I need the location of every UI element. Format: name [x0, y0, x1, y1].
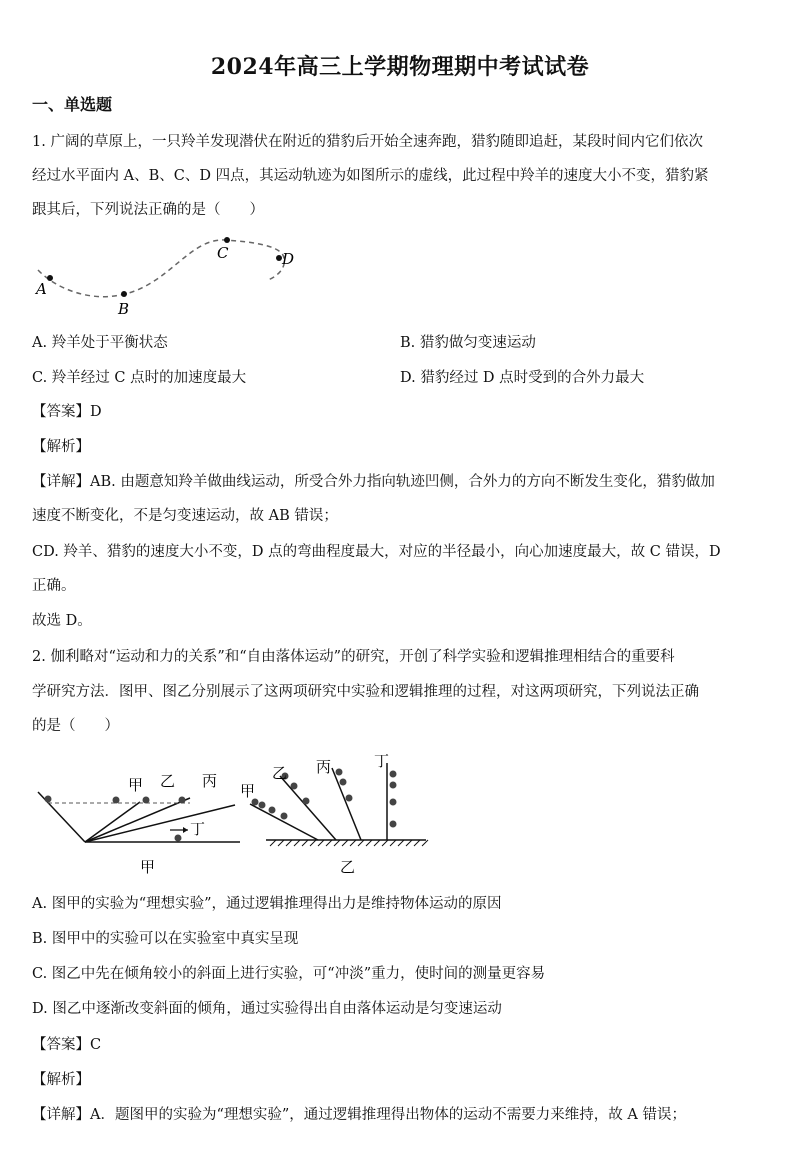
q2-figure-yi [236, 748, 436, 880]
q2-option-b: B. 图甲中的实验可以在实验室中真实呈现 [32, 931, 299, 947]
q2-answer: 【答案】C [32, 1037, 102, 1053]
yi-ball [291, 783, 298, 790]
q1-option-c: C. 羚羊经过 C 点时的加速度最大 [32, 370, 247, 386]
jia-ball-3 [179, 797, 186, 804]
yi-ball [390, 821, 397, 828]
jia-ball-1 [113, 797, 120, 804]
q1-point-b [121, 291, 127, 297]
yi-label-bing: 丙 [316, 758, 332, 776]
q1-analysis-label: 【解析】 [32, 439, 90, 455]
jia-label-yi: 乙 [160, 772, 176, 790]
yi-incline-1 [250, 804, 318, 840]
q1-answer: 【答案】D [32, 404, 102, 420]
q2-figure-jia [30, 760, 245, 880]
jia-arrowhead-icon [183, 827, 188, 833]
yi-ball [390, 771, 397, 778]
jia-caption: 甲 [140, 858, 156, 876]
q1-point-a [47, 275, 53, 281]
q1-option-d: D. 猎豹经过 D 点时受到的合外力最大 [400, 370, 645, 386]
page-title: 2024年高三上学期物理期中考试试卷 [210, 54, 590, 80]
q1-option-b: B. 猎豹做匀变速运动 [400, 335, 536, 351]
yi-ball [390, 782, 397, 789]
q1-stem-line2: 经过水平面内 A、B、C、D 四点，其运动轨迹为如图所示的虚线，此过程中羚羊的速度大小不变，猎豹紧 [32, 168, 709, 184]
q1-label-b: B [118, 300, 130, 318]
q2-stem-line1: 2. 伽利略对“运动和力的关系”和“自由落体运动”的研究，开创了科学实验和逻辑推理相结合的重要科 [32, 649, 675, 665]
q2-detail-line1: 【详解】A．题图甲的实验为“理想实验”，通过逻辑推理得出物体的运动不需要力来维持，故 A 错误； [32, 1107, 686, 1123]
yi-incline-3 [332, 768, 361, 840]
yi-incline-2 [280, 776, 336, 840]
yi-ball [303, 798, 310, 805]
q1-detail-line1: 【详解】AB. 由题意知羚羊做曲线运动，所受合外力指向轨迹凹侧，合外力的方向不断发生变化，猎豹做加 [32, 474, 715, 490]
q1-point-c [224, 237, 230, 243]
q1-detail-line2: 速度不断变化，不是匀变速运动，故 AB 错误； [32, 508, 338, 524]
q1-label-d: D [282, 250, 295, 268]
jia-label-ding: 丁 [190, 820, 206, 838]
yi-caption: 乙 [340, 858, 356, 876]
yi-ground-hatching [270, 840, 428, 846]
q1-detail-line4: 正确。 [32, 578, 76, 594]
jia-ball-2 [143, 797, 150, 804]
q2-option-c: C. 图乙中先在倾角较小的斜面上进行实验，可“冲淡”重力，使时间的测量更容易 [32, 966, 546, 982]
q1-conclusion: 故选 D。 [32, 613, 92, 629]
yi-label-jia: 甲 [240, 782, 256, 800]
yi-ball [390, 799, 397, 806]
q2-analysis-label: 【解析】 [32, 1072, 90, 1088]
q2-stem-line2: 学研究方法．图甲、图乙分别展示了这两项研究中实验和逻辑推理的过程，对这两项研究，下列说法正确 [32, 684, 699, 700]
jia-ball-start [45, 796, 52, 803]
q1-trajectory-figure [30, 228, 300, 318]
yi-label-ding: 丁 [374, 752, 390, 770]
yi-ball [269, 807, 276, 814]
q1-label-a: A [36, 280, 47, 298]
q1-label-c: C [217, 244, 229, 262]
q1-dashed-trajectory [38, 240, 284, 297]
yi-ball [346, 795, 353, 802]
q2-option-a: A. 图甲的实验为“理想实验”，通过逻辑推理得出力是维持物体运动的原因 [32, 896, 502, 912]
yi-ball [336, 769, 343, 776]
section-heading: 一、单选题 [32, 95, 113, 114]
q2-option-d: D. 图乙中逐渐改变斜面的倾角，通过实验得出自由落体运动是匀变速运动 [32, 1001, 502, 1017]
q1-option-a: A. 羚羊处于平衡状态 [32, 335, 168, 351]
yi-ball [340, 779, 347, 786]
yi-ball [259, 802, 266, 809]
q2-stem-line3: 的是（ ） [32, 718, 119, 734]
yi-label-yi: 乙 [272, 764, 288, 782]
jia-ball-4 [175, 835, 182, 842]
q1-detail-line3: CD. 羚羊、猎豹的速度大小不变，D 点的弯曲程度最大，对应的半径最小，向心加速度最大，故 C 错误，D [32, 544, 721, 560]
jia-label-jia: 甲 [128, 776, 144, 794]
yi-ball [281, 813, 288, 820]
jia-label-bing: 丙 [202, 772, 218, 790]
q1-stem-line3: 跟其后，下列说法正确的是（ ） [32, 202, 264, 218]
q1-stem-line1: 1. 广阔的草原上，一只羚羊发现潜伏在附近的猎豹后开始全速奔跑，猎豹随即追赶，某段时间内它们依次 [32, 134, 703, 150]
